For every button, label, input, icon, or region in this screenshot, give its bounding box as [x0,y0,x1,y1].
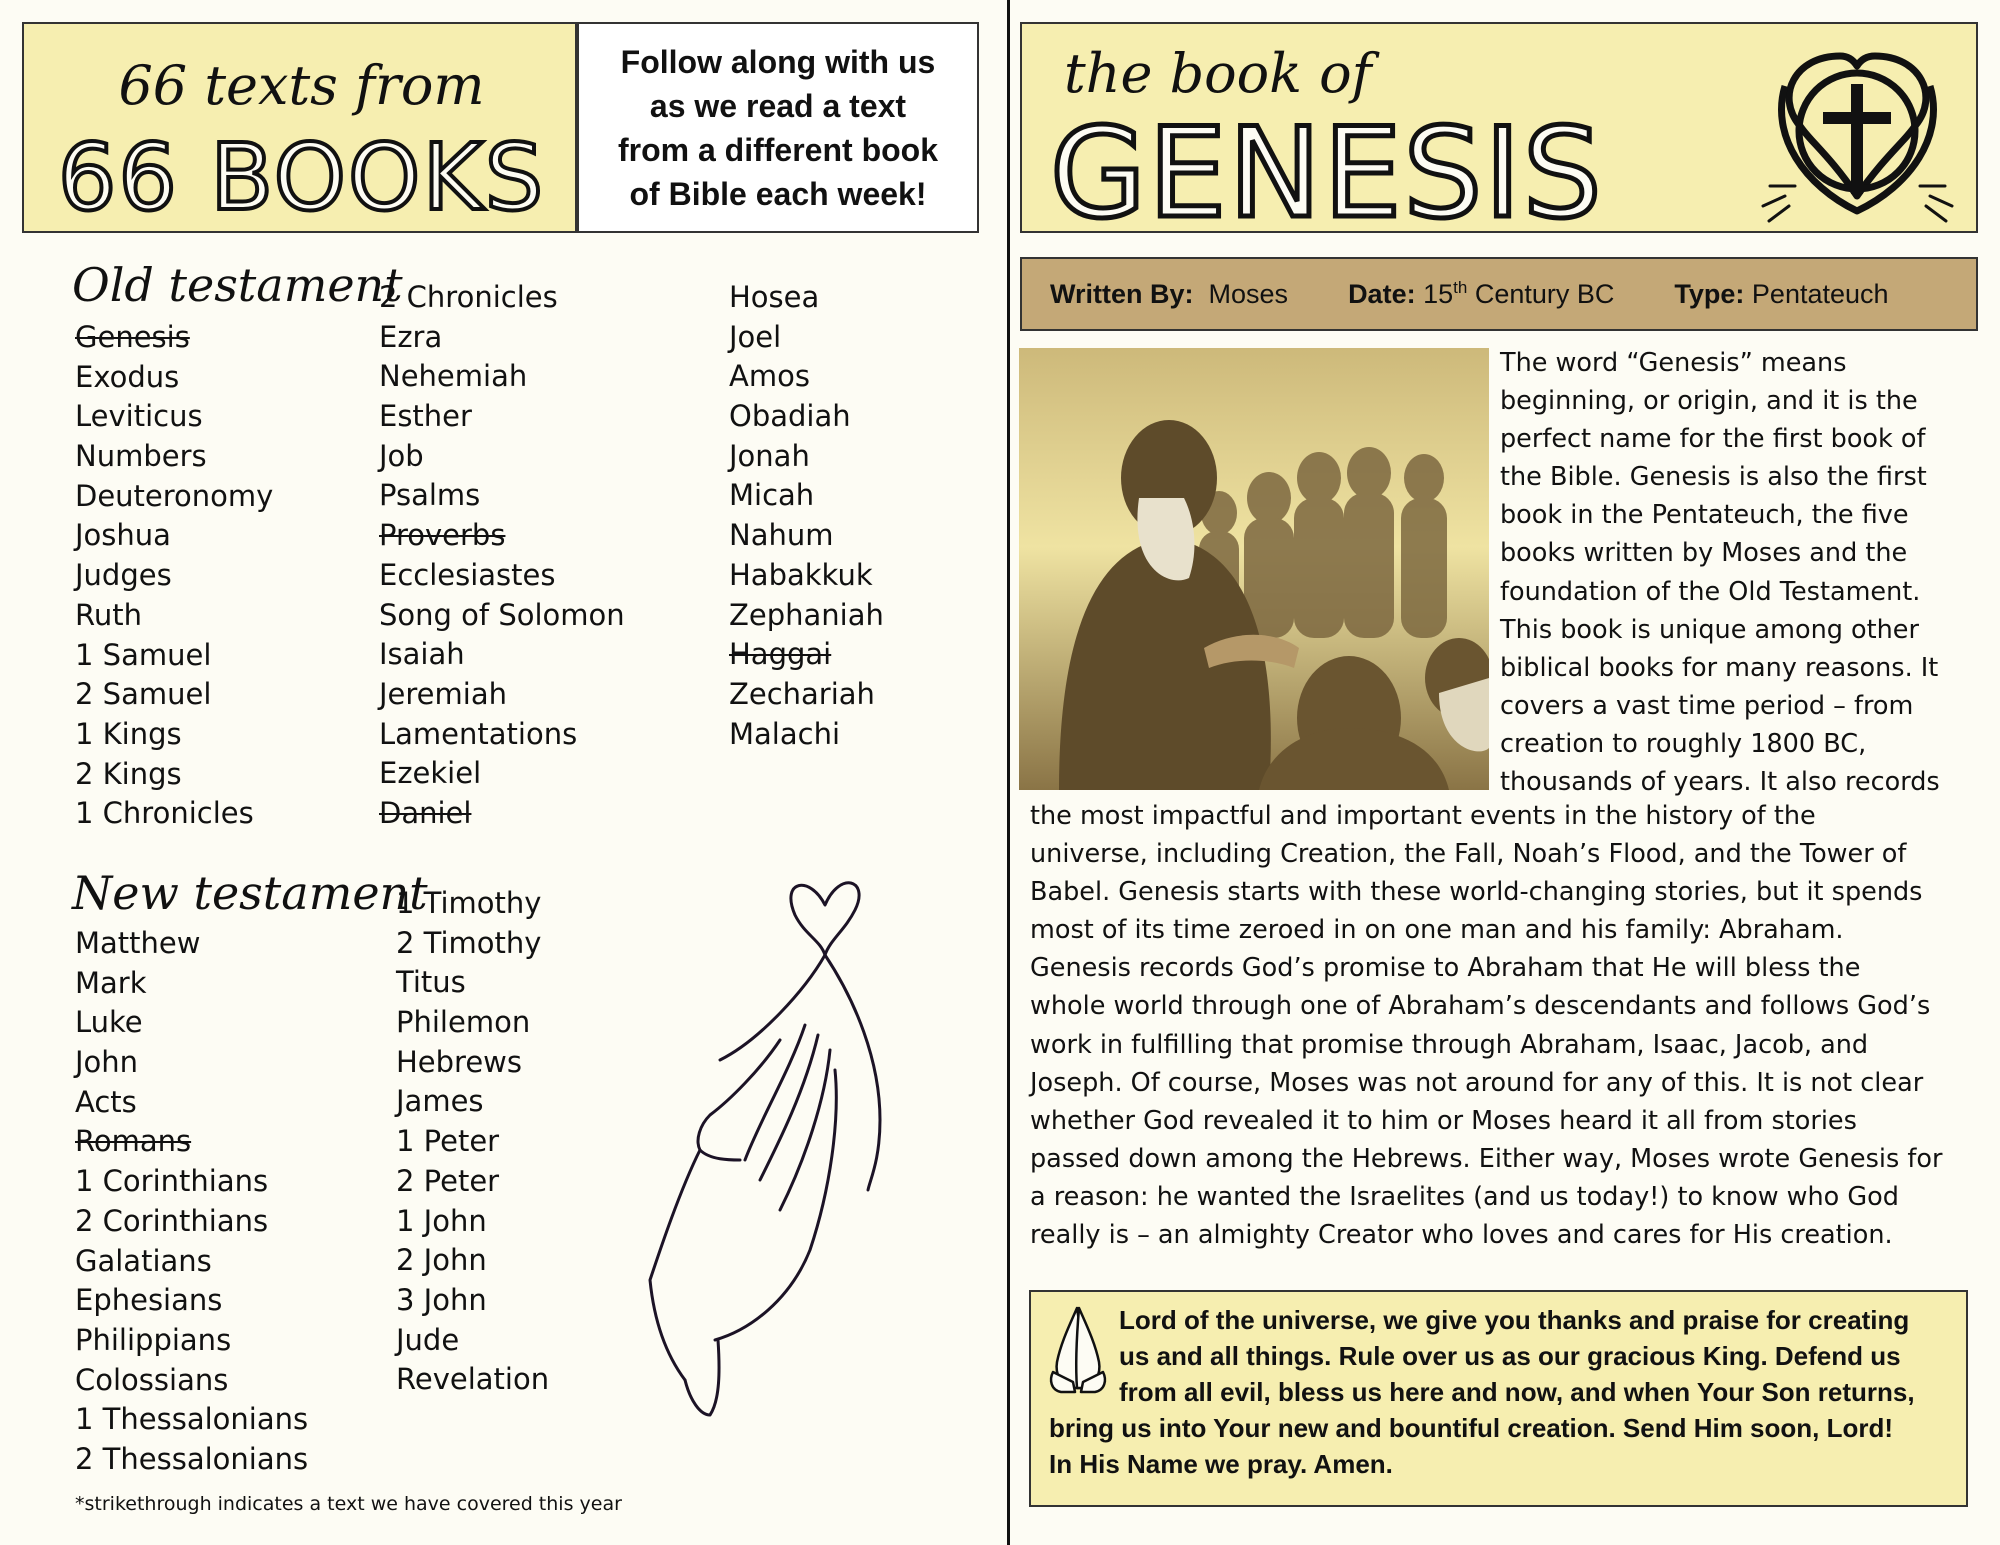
header-script-line: 66 texts from [118,54,485,117]
book-info-bar [1020,257,1978,331]
article-line: most of its time zeroed in on one man and his family: Abraham. [1030,915,1844,946]
book-nahum: Nahum [729,518,834,553]
book-jeremiah: Jeremiah [379,676,507,711]
book-mark: Mark [75,965,147,1000]
book-amos: Amos [729,359,810,394]
book-esther: Esther [379,399,472,434]
old-testament-column-3 [729,278,884,754]
date-label: Date: [1348,279,1416,309]
book-ezra: Ezra [379,319,443,354]
article-line: covers a vast time period – from [1500,690,1914,721]
book-zechariah: Zechariah [729,676,875,711]
book-judges: Judges [75,558,172,593]
book-2-kings: 2 Kings [75,756,182,791]
type [1674,279,1888,310]
book-obadiah: Obadiah [729,399,851,434]
book-isaiah: Isaiah [379,637,465,672]
book-lamentations: Lamentations [379,716,578,751]
book-ezekiel: Ezekiel [379,756,482,791]
trinity-cross-emblem-icon [1755,46,1960,231]
article-line: a reason: he wanted the Israelites (and us today!) to know who God [1030,1181,1899,1212]
strikethrough-footnote: *strikethrough indicates a text we have covered this year [75,1493,622,1515]
book-1-peter: 1 Peter [396,1124,500,1159]
written-by-label: Written By: [1050,278,1194,309]
old-testament-column-1 [75,318,273,834]
book-psalms: Psalms [379,478,481,513]
article-line: whole world through one of Abraham’s descendants and follows God’s [1030,991,1931,1022]
article-line: work in fulfilling that promise through Abraham, Isaac, Jacob, and [1030,1029,1869,1060]
new-testament-title: New testament [72,866,428,920]
article-line: creation to roughly 1800 BC, [1500,728,1867,759]
book-song-of-solomon: Song of Solomon [379,597,625,632]
genesis-script-line: the book of [1064,42,1372,105]
article-line: foundation of the Old Testament. [1500,576,1921,607]
follow-along-box [577,22,979,233]
book-john: John [75,1045,139,1080]
follow-line-3: from a different book [617,131,938,168]
article-line: book in the Pentateuch, the five [1500,500,1909,531]
header-big-title: 66 BOOKS [57,124,546,231]
book-2-timothy: 2 Timothy [396,925,542,960]
book-hebrews: Hebrews [396,1044,523,1079]
article-line: beginning, or origin, and it is the [1500,386,1918,417]
blessing-illustration [1019,348,1489,790]
book-1-john: 1 John [396,1203,487,1238]
book-1-timothy: 1 Timothy [396,886,542,920]
type-label: Type: [1674,278,1745,309]
book-2-corinthians: 2 Corinthians [75,1203,269,1238]
book-2-peter: 2 Peter [396,1163,500,1198]
book-job: Job [379,438,424,473]
article-line: This book is unique among other [1500,614,1919,645]
follow-line-2: as we read a text [649,87,907,124]
follow-along-text [618,40,938,216]
article-line: biblical books for many reasons. It [1500,652,1939,683]
new-testament-column-2 [396,884,549,1400]
prayer-text [1049,1302,1915,1482]
book-matthew: Matthew [75,926,201,960]
old-testament-column-2 [379,278,625,834]
article-wrapped-text [1500,344,1940,801]
book-ruth: Ruth [75,597,142,632]
written-by-value: Moses [1208,278,1289,309]
book-hosea: Hosea [729,280,820,314]
book-joel: Joel [729,319,782,354]
book-numbers: Numbers [75,439,207,474]
article-line: The word “Genesis” means [1500,348,1847,378]
book-1-corinthians: 1 Corinthians [75,1164,269,1199]
type-value: Pentateuch [1751,278,1889,309]
date-rest: Century BC [1467,279,1615,309]
article-line: passed down among the Hebrews. Either way, Moses wrote Genesis for [1030,1143,1943,1174]
article-line: thousands of years. It also records [1500,767,1940,798]
genesis-big-title: GENESIS [1050,102,1604,246]
new-testament-column-1 [75,924,308,1480]
book-daniel: Daniel [379,795,472,830]
book-micah: Micah [729,478,815,513]
book-habakkuk: Habakkuk [729,557,873,592]
book-jude: Jude [396,1322,460,1357]
prayer-line: In His Name we pray. Amen. [1049,1449,1393,1479]
book-philippians: Philippians [75,1322,232,1357]
article-line: the most impactful and important events in the history of the [1030,801,1816,831]
book-2-chronicles: 2 Chronicles [379,280,558,314]
book-ecclesiastes: Ecclesiastes [379,557,556,592]
article-line: whether God revealed it to him or Moses heard it all from stories [1030,1105,1857,1136]
prayer-line: from all evil, bless us here and now, and when Your Son returns, [1119,1377,1915,1407]
book-2-thessalonians: 2 Thessalonians [75,1441,309,1476]
book-2-john: 2 John [396,1243,487,1278]
article-full-width-text [1030,797,1942,1254]
book-proverbs: Proverbs [379,518,506,553]
book-james: James [396,1084,484,1119]
article-line: Babel. Genesis starts with these world-changing stories, but it spends [1030,877,1923,908]
prayer-line: Lord of the universe, we give you thanks and praise for creating [1119,1305,1910,1335]
book-colossians: Colossians [75,1362,229,1397]
book-acts: Acts [75,1084,137,1119]
book-leviticus: Leviticus [75,399,203,434]
book-titus: Titus [396,965,466,1000]
article-line: the Bible. Genesis is also the first [1500,462,1927,493]
book-luke: Luke [75,1005,143,1040]
book-1-thessalonians: 1 Thessalonians [75,1402,309,1437]
book-exodus: Exodus [75,359,180,394]
book-ephesians: Ephesians [75,1283,223,1318]
prayer-line: us and all things. Rule over us as our gracious King. Defend us [1119,1341,1901,1371]
follow-line-4: of Bible each week! [629,175,927,212]
book-1-samuel: 1 Samuel [75,637,212,672]
book-joshua: Joshua [75,518,171,553]
follow-line-1: Follow along with us [620,43,936,80]
article-line: perfect name for the first book of [1500,424,1926,455]
page-divider [1007,0,1010,1545]
article-line: really is – an almighty Creator who loves and cares for His creation. [1030,1220,1893,1251]
book-romans: Romans [75,1124,192,1159]
date-number: 15 [1423,279,1454,309]
prayer-line: bring us into Your new and bountiful creation. Send Him soon, Lord! [1049,1413,1894,1443]
old-testament-title: Old testament [72,258,403,312]
book-1-kings: 1 Kings [75,716,182,751]
book-galatians: Galatians [75,1243,212,1278]
written-by [1050,279,1288,310]
book-deuteronomy: Deuteronomy [75,478,274,513]
genesis-header [1020,22,1978,246]
article-line: Genesis records God’s promise to Abraham that He will bless the [1030,953,1861,984]
book-3-john: 3 John [396,1282,487,1317]
praying-hands-heart-icon [640,860,910,1420]
book-malachi: Malachi [729,716,841,751]
date [1348,278,1614,310]
date-ordinal: th [1453,278,1468,297]
book-philemon: Philemon [396,1005,531,1040]
article-line: books written by Moses and the [1500,538,1908,569]
book-1-chronicles: 1 Chronicles [75,796,254,831]
book-jonah: Jonah [729,438,810,473]
book-2-samuel: 2 Samuel [75,677,212,712]
article-line: universe, including Creation, the Fall, Noah’s Flood, and the Tower of [1030,839,1907,870]
book-haggai: Haggai [729,637,832,672]
prayer-box [1029,1290,1968,1507]
book-zephaniah: Zephaniah [729,597,884,632]
book-genesis: Genesis [75,320,190,354]
article-line: Joseph. Of course, Moses was not around for any of this. It is not clear [1030,1067,1924,1098]
book-nehemiah: Nehemiah [379,359,528,394]
book-revelation: Revelation [396,1362,550,1397]
sixty-six-books-header [22,22,577,233]
